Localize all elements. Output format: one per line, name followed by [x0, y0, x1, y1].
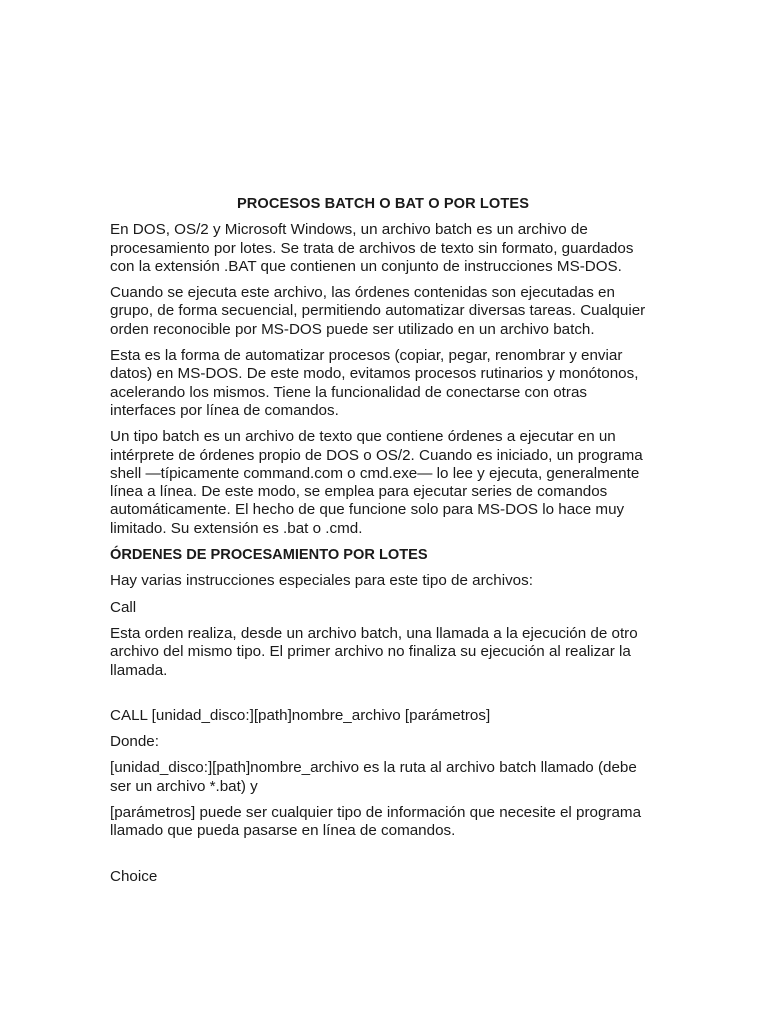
paragraph-automation: Esta es la forma de automatizar procesos (copiar, pegar, renombrar y enviar datos) en MS-DOS. De este modo, evitamos procesos rutinarios y monótonos, acelerando los mismos. Tiene la funcionalidad de conectarse con otras interfaces por línea de comandos.: [110, 347, 639, 419]
call-heading: Call: [110, 598, 137, 616]
paragraph-intro: En DOS, OS/2 y Microsoft Windows, un archivo batch es un archivo de procesamiento por lotes. Se trata de archivos de texto sin formato, guardados con la extensión .BAT que contienen un conjunto de instrucciones MS-DOS.: [110, 221, 634, 275]
choice-heading: Choice: [110, 867, 158, 885]
call-where-label: Donde:: [110, 733, 159, 751]
section-heading: ÓRDENES DE PROCESAMIENTO POR LOTES: [110, 547, 428, 564]
paragraph-batch-type: Un tipo batch es un archivo de texto que contiene órdenes a ejecutar en un intérprete de órdenes propio de DOS o OS/2. Cuando es iniciado, un programa shell —típicamente command.com o cmd.exe— lo lee y ejecuta, generalmente línea a línea. De este modo, se emplea para ejecutar series de comandos automáticamente. El hecho de que funcione solo para MS-DOS lo hace muy limitado. Su extensión es .bat o .cmd.: [110, 428, 643, 537]
call-param-path: [unidad_disco:][path]nombre_archivo es la ruta al archivo batch llamado (debe ser un archivo *.bat) y: [110, 759, 637, 795]
document-title: PROCESOS BATCH O BAT O POR LOTES: [236, 196, 530, 212]
spacer: [110, 849, 656, 868]
call-description: Esta orden realiza, desde un archivo batch, una llamada a la ejecución de otro archivo del mismo tipo. El primer archivo no finaliza su ejecución al realizar la llamada.: [110, 624, 638, 679]
document-body: [110, 195, 656, 894]
section-intro: Hay varias instrucciones especiales para este tipo de archivos:: [110, 572, 533, 590]
call-param-params: [parámetros] puede ser cualquier tipo de información que necesite el programa llamado que pueda pasarse en línea de comandos.: [110, 804, 642, 840]
call-syntax: CALL [unidad_disco:][path]nombre_archivo [parámetros]: [110, 706, 491, 724]
paragraph-execution: Cuando se ejecuta este archivo, las órdenes contenidas son ejecutadas en grupo, de forma secuencial, permitiendo automatizar diversas tareas. Cualquier orden reconocible por MS-DOS puede ser utilizado en un archivo batch.: [110, 284, 646, 338]
spacer: [110, 688, 656, 707]
